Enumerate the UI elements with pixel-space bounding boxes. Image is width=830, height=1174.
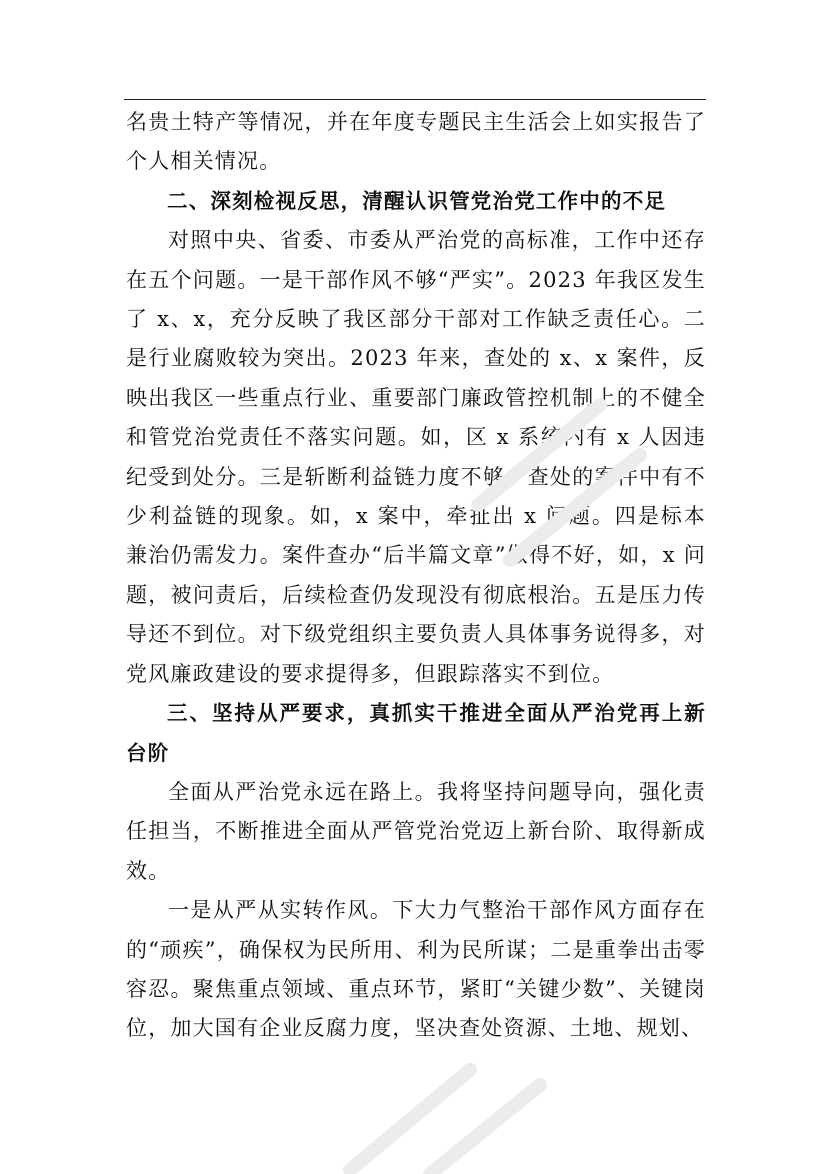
document-body: [126, 103, 706, 1049]
section-heading-2: 二、深刻检视反思，清醒认识管党治党工作中的不足: [167, 188, 667, 213]
watermark-stroke-lower-1: [350, 1070, 470, 1170]
paragraph-commitment: 全面从严治党永远在路上。我将坚持问题导向，强化责任担当，不断推进全面从严管党治党迈上新台阶、取得新成效。: [126, 779, 706, 883]
header-rule: [124, 99, 706, 100]
paragraph-measures: 一是从严从实转作风。下大力气整治干部作风方面存在的“顽疾”，确保权为民所用、利为民所谋；二是重拳出击零容忍。聚焦重点领域、重点环节，紧盯“关键少数”、关键岗位，加大国有企业反腐力度，坚决查处资源、土地、规划、: [126, 898, 706, 1041]
paragraph-problems: 对照中央、省委、市委从严治党的高标准，工作中还存在五个问题。一是干部作风不够“严实”。2023 年我区发生了 x、x，充分反映了我区部分干部对工作缺乏责任心。二是行业腐败较为突出。2023 年来，查处的 x、x 案件，反映出我区一些重点行业、重要部门廉政管控机制上的不健全和管党治党责任不落实问题。如，区 x 系统内有 x 人因违纪受到处分。三是斩断利益链力度不够。查处的案件中有不少利益链的现象。如，x 案中，牵扯出 x 问题。四是标本兼治仍需发力。案件查办“后半篇文章”做得不好，如，x 问题，被问责后，后续检查仍发现没有彻底根治。五是压力传导还不到位。对下级党组织主要负责人具体事务说得多，对党风廉政建设的要求提得多，但跟踪落实不到位。: [126, 228, 706, 686]
section-heading-3: 三、坚持从严要求，真抓实干推进全面从严治党再上新台阶: [126, 701, 706, 765]
watermark-stroke-lower-2: [430, 1085, 540, 1174]
paragraph-continuation: 名贵土特产等情况，并在年度专题民主生活会上如实报告了个人相关情况。: [126, 110, 706, 174]
